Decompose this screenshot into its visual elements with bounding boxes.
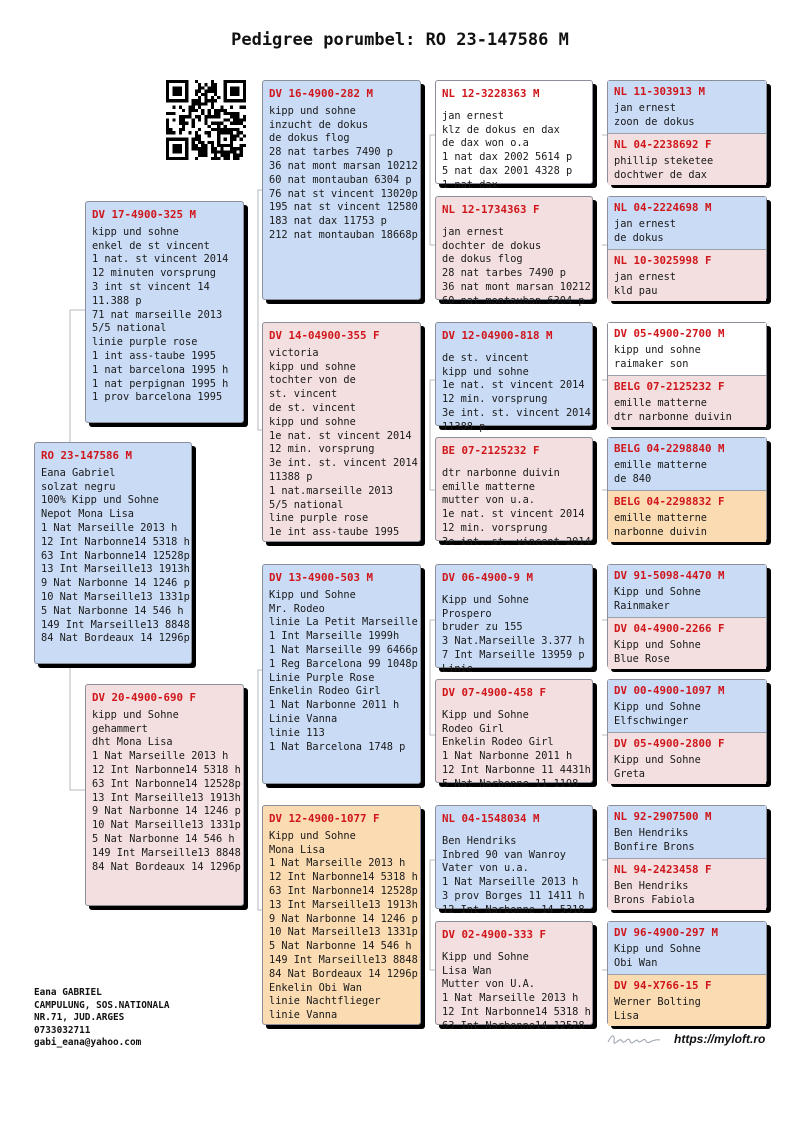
detail-line: 71 nat marseille 2013 xyxy=(92,308,223,321)
detail-line: 13 Int Marseille13 1913h xyxy=(41,563,190,576)
detail-line: 11.388 p xyxy=(92,294,142,307)
detail-line: emille matterne xyxy=(442,480,535,493)
detail-line: 63 Int Narbonne14 12528p xyxy=(41,549,190,562)
detail-line: 100% Kipp und Sohne xyxy=(41,494,159,507)
detail-line: de dax won o.a xyxy=(442,137,529,150)
gen4-pair xyxy=(607,80,767,184)
detail-line: Enkelin Obi Wan xyxy=(269,981,362,994)
detail-line: 28 nat tarbes 7490 p xyxy=(269,146,393,159)
owner-contact xyxy=(34,987,169,1050)
detail-line: jan ernest xyxy=(614,270,676,283)
gen4-pair xyxy=(607,805,767,909)
gen4-card[interactable] xyxy=(608,438,766,490)
gen4-ring: BELG 04-2298840 M xyxy=(614,442,725,455)
detail-line: Enkelin Rodeo Girl xyxy=(269,685,381,698)
detail-line: 76 nat st vincent 13020p xyxy=(269,187,418,200)
detail-line: 1 Nat Marseille 2013 h xyxy=(92,750,229,763)
gen4-ring: DV 05-4900-2800 F xyxy=(614,737,725,750)
detail-line: 13 Int Marseille13 1913h xyxy=(92,791,241,804)
detail-line: Mr. Rodeo xyxy=(269,602,325,615)
detail-line: 1 Reg Barcelona 99 1048p xyxy=(269,657,418,670)
gen3-card[interactable] xyxy=(435,921,593,1032)
detail-line: Ben Hendriks xyxy=(442,834,517,847)
detail-line: 63 Int Narbonne14 12528p xyxy=(92,777,241,790)
detail-line: Linie Purple Rose xyxy=(269,671,375,684)
gen3-card[interactable] xyxy=(435,80,593,191)
gen3-details xyxy=(436,462,592,554)
detail-line: 149 Int Marseille13 8848 xyxy=(269,953,418,966)
detail-line: narbonne duivin xyxy=(614,525,707,538)
detail-line: 11388 p xyxy=(442,420,486,433)
detail-line: 10 Nat Marseille13 1331p xyxy=(41,590,190,603)
detail-line: 1e nat. st vincent 2014 xyxy=(269,429,412,442)
gen4-pair xyxy=(607,679,767,783)
detail-line: Lisa xyxy=(614,1009,639,1022)
detail-line: 9 Nat Narbonne 14 1246 p xyxy=(269,912,418,925)
detail-line: 1 nat barcelona 1995 h xyxy=(92,363,229,376)
detail-line: 1e int ass-taube 1995 xyxy=(269,526,400,539)
detail-line: 9 Nat Narbonne 14 1246 p xyxy=(92,805,241,818)
gen4-pair xyxy=(607,921,767,1025)
detail-line: 5 Nat Narbonne 14 546 h xyxy=(92,832,235,845)
gen4-details xyxy=(608,459,766,487)
gen4-card[interactable] xyxy=(608,974,766,1026)
granddam-maternal-card[interactable] xyxy=(262,805,421,1025)
detail-line: Obi Wan xyxy=(614,956,658,969)
detail-line: 1 prov barcelona 1995 xyxy=(92,391,223,404)
gen3-card[interactable] xyxy=(435,805,593,916)
detail-line: 1 Nat Marseille 2013 h xyxy=(442,876,579,889)
detail-line: jan ernest xyxy=(442,109,504,122)
gen4-card[interactable] xyxy=(608,858,766,910)
grandsire-maternal-card[interactable] xyxy=(262,564,421,784)
gen3-details xyxy=(436,221,592,313)
detail-line: Lisa Wan xyxy=(442,964,492,977)
detail-line: dht Mona Lisa xyxy=(92,736,173,749)
detail-line: Linie Vanna xyxy=(269,712,338,725)
detail-line: 36 nat mont marsan 10212 xyxy=(269,159,418,172)
detail-line: kipp und sohne xyxy=(92,225,179,238)
gen4-pair xyxy=(607,437,767,541)
detail-line: 12 min. vorsprung xyxy=(442,393,548,406)
detail-line: Eana Gabriel xyxy=(41,466,116,479)
detail-line: dtr narbonne duivin xyxy=(442,466,560,479)
gen4-ring: BELG 07-2125232 F xyxy=(614,380,725,393)
detail-line: 12 Int Narbonne14 5318 h xyxy=(41,535,190,548)
detail-line: 84 Nat Bordeaux 14 1296p xyxy=(269,967,418,980)
granddam-paternal-card[interactable] xyxy=(262,322,421,542)
detail-line: linie La Petit Marseille xyxy=(269,616,418,629)
detail-line: 12 Int Narbonne14 5318 h xyxy=(269,871,418,884)
detail-line: Kipp und Sohne xyxy=(442,593,529,606)
detail-line: 149 Int Marseille13 8848 xyxy=(41,618,190,631)
gen4-card[interactable] xyxy=(608,565,766,617)
detail-line: tochter von de xyxy=(269,374,356,387)
gen3-ring: NL 04-1548034 M xyxy=(442,812,540,825)
detail-line: 1 Nat Marseille 2013 h xyxy=(269,857,406,870)
gen4-card[interactable] xyxy=(608,81,766,133)
detail-line: Blue Rose xyxy=(614,652,670,665)
detail-line: Elfschwinger xyxy=(614,714,689,727)
detail-line: emille matterne xyxy=(614,396,707,409)
detail-line: 60 nat montauban 6304 p xyxy=(269,173,412,186)
grandparent-details xyxy=(263,589,420,759)
detail-line: 1 Nat Narbonne 2011 h xyxy=(269,699,400,712)
gen4-ring: NL 11-303913 M xyxy=(614,85,706,98)
grandparent-details xyxy=(263,830,420,1027)
detail-line: Kipp und Sohne xyxy=(614,753,701,766)
gen4-details xyxy=(608,754,766,782)
subject-ring: RO 23-147586 M xyxy=(41,449,133,462)
detail-line: jan ernest xyxy=(442,225,504,238)
detail-line: 1 Nat Marseille 2013 h xyxy=(442,992,579,1005)
detail-line: Mutter von U.A. xyxy=(442,978,535,991)
detail-line: gehammert xyxy=(92,722,148,735)
detail-line: de st. vincent xyxy=(269,401,356,414)
detail-line: linie Vanna xyxy=(269,1009,338,1022)
sire-details xyxy=(86,226,243,409)
detail-line: 3e int. st. vincent 2014 xyxy=(269,457,418,470)
gen4-ring: DV 00-4900-1097 M xyxy=(614,684,725,697)
gen4-card[interactable] xyxy=(608,323,766,375)
gen4-card[interactable] xyxy=(608,249,766,301)
detail-line: 1 nat dax 2002 5614 p xyxy=(442,151,573,164)
detail-line: 3e int. st. vincent 2014 xyxy=(442,535,591,548)
gen4-pair xyxy=(607,322,767,426)
gen4-details xyxy=(608,218,766,246)
detail-line: 63 Int Narbonne14 12528p xyxy=(269,884,418,897)
gen4-details xyxy=(608,880,766,908)
gen4-details xyxy=(608,701,766,729)
detail-line: 12 Int Narbonne14 5318 h xyxy=(92,763,241,776)
detail-line: Kipp und Sohne xyxy=(442,708,529,721)
detail-line: Kipp und Sohne xyxy=(614,942,701,955)
detail-line: 12 minuten vorsprung xyxy=(92,267,216,280)
detail-line: Prospero xyxy=(442,607,492,620)
gen3-card[interactable] xyxy=(435,322,593,433)
detail-line: phillip steketee xyxy=(614,154,714,167)
gen4-ring: DV 91-5098-4470 M xyxy=(614,569,725,582)
detail-line: Linie xyxy=(442,662,473,675)
gen3-ring: NL 12-3228363 M xyxy=(442,87,540,100)
gen3-details xyxy=(436,946,592,1038)
subject-details xyxy=(35,467,191,650)
gen3-details xyxy=(436,347,592,439)
gen3-details xyxy=(436,589,592,681)
website-link[interactable]: https://myloft.ro xyxy=(674,1032,766,1046)
detail-line: 7 Int Marseille 13959 p xyxy=(442,648,585,661)
grandparent-ring: DV 16-4900-282 M xyxy=(269,87,374,100)
detail-line: st. vincent xyxy=(269,388,338,401)
gen4-card[interactable] xyxy=(608,490,766,542)
detail-line: Kipp und Sohne xyxy=(269,829,356,842)
gen4-ring: DV 04-4900-2266 F xyxy=(614,622,725,635)
page-title: Pedigree porumbel: RO 23-147586 M xyxy=(231,30,569,50)
detail-line: 1 Nat Narbonne 2011 h xyxy=(442,750,573,763)
owner-phone: 0733032711 xyxy=(34,1024,91,1036)
detail-line: mutter von u.a. xyxy=(442,494,535,507)
detail-line: 1 Nat Marseille 99 6466p xyxy=(269,643,418,656)
signature-icon xyxy=(606,1032,662,1046)
gen4-details xyxy=(608,155,766,183)
detail-line: klz de dokus en dax xyxy=(442,123,560,136)
gen3-card[interactable] xyxy=(435,564,593,675)
detail-line: 5 Nat Narbonne 11 1198 xyxy=(442,777,579,790)
detail-line: 84 Nat Bordeaux 14 1296p xyxy=(41,632,190,645)
detail-line: 1 nat.marseille 2013 xyxy=(269,484,393,497)
gen3-ring: DV 12-04900-818 M xyxy=(442,329,553,342)
detail-line: dochter de dokus xyxy=(442,239,542,252)
gen4-card[interactable] xyxy=(608,375,766,427)
owner-address: CAMPULUNG, SOS.NATIONALA xyxy=(34,999,170,1011)
gen4-pair xyxy=(607,196,767,300)
gen4-card[interactable] xyxy=(608,133,766,185)
gen4-ring: NL 92-2907500 M xyxy=(614,810,712,823)
detail-line: Kipp und Sohne xyxy=(442,950,529,963)
gen4-details xyxy=(608,512,766,540)
gen3-ring: DV 07-4900-458 F xyxy=(442,686,547,699)
detail-line: 11388 p xyxy=(269,470,313,483)
detail-line: bruder zu 155 xyxy=(442,621,523,634)
gen3-ring: DV 02-4900-333 F xyxy=(442,928,547,941)
gen4-details xyxy=(608,996,766,1024)
detail-line: 10 Nat Marseille13 1331p xyxy=(269,926,418,939)
dam-ring: DV 20-4900-690 F xyxy=(92,691,197,704)
detail-line: 1e nat. st vincent 2014 xyxy=(442,379,585,392)
detail-line: 195 nat st vincent 12580 xyxy=(269,201,418,214)
gen4-details xyxy=(608,397,766,425)
gen4-card[interactable] xyxy=(608,617,766,669)
detail-line: Greta xyxy=(614,767,645,780)
owner-email[interactable]: gabi_eana@yahoo.com xyxy=(34,1037,142,1048)
detail-line: 5 Nat Narbonne 14 546 h xyxy=(269,940,412,953)
detail-line: Rainmaker xyxy=(614,599,670,612)
gen4-ring: NL 10-3025998 F xyxy=(614,254,712,267)
dam-details xyxy=(86,709,243,879)
detail-line: line purple rose xyxy=(269,512,369,525)
detail-line: 12 Int Narbonne 14 5318 xyxy=(442,903,585,916)
grandparent-details xyxy=(263,105,420,247)
detail-line: 12 Int Narbonne14 5318 h xyxy=(442,1005,591,1018)
detail-line: Kipp und Sohne xyxy=(269,588,356,601)
detail-line: 13 Int Marseille13 1913h xyxy=(269,898,418,911)
grandparent-ring: DV 12-4900-1077 F xyxy=(269,812,380,825)
detail-line: Mona Lisa xyxy=(269,843,325,856)
detail-line: 12 Int Narbonne 11 4431h xyxy=(442,763,591,776)
gen4-details xyxy=(608,827,766,855)
detail-line: linie 113 xyxy=(269,726,325,739)
sire-ring: DV 17-4900-325 M xyxy=(92,208,197,221)
detail-line: 12 min. vorsprung xyxy=(269,443,375,456)
gen4-ring: NL 04-2224698 M xyxy=(614,201,712,214)
detail-line: dochtwer de dax xyxy=(614,168,707,181)
detail-line: de st. vincent xyxy=(442,351,529,364)
gen4-details xyxy=(608,271,766,299)
gen4-card[interactable] xyxy=(608,922,766,974)
detail-line: Kipp und Sohne xyxy=(614,700,701,713)
gen3-details xyxy=(436,704,592,796)
gen4-ring: NL 04-2238692 F xyxy=(614,138,712,151)
detail-line: kipp und sohne xyxy=(269,360,356,373)
detail-line: kld pau xyxy=(614,284,658,297)
gen4-ring: DV 05-4900-2700 M xyxy=(614,327,725,340)
gen4-details xyxy=(608,639,766,667)
detail-line: Kipp und Sohne xyxy=(614,638,701,651)
dam-card[interactable] xyxy=(85,684,244,906)
grandparent-ring: DV 13-4900-503 M xyxy=(269,571,374,584)
gen4-details xyxy=(608,943,766,971)
owner-name: Eana GABRIEL xyxy=(34,987,102,998)
gen4-pair xyxy=(607,564,767,668)
gen3-details xyxy=(436,105,592,197)
detail-line: Inbred 90 van Wanroy xyxy=(442,848,566,861)
detail-line: enkel de st vincent xyxy=(92,239,210,252)
gen3-ring: BE 07-2125232 F xyxy=(442,444,540,457)
detail-line: 3 prov Borges 11 1411 h xyxy=(442,889,585,902)
detail-line: linie purple rose xyxy=(92,336,198,349)
detail-line: dtr narbonne duivin xyxy=(614,410,732,423)
detail-line: 1 nat. st vincent 2014 xyxy=(92,253,229,266)
gen4-card[interactable] xyxy=(608,680,766,732)
gen4-card[interactable] xyxy=(608,806,766,858)
detail-line: 5/5 national xyxy=(269,498,344,511)
detail-line: Nepot Mona Lisa xyxy=(41,508,134,521)
grandparent-details xyxy=(263,347,420,544)
gen3-ring: NL 12-1734363 F xyxy=(442,203,540,216)
detail-line: 1 nat dax xyxy=(442,178,498,191)
detail-line: Kipp und Sohne xyxy=(614,585,701,598)
detail-line: 63 Int Narbonne14 12528 xyxy=(442,1019,585,1032)
detail-line: kipp und sohne xyxy=(269,415,356,428)
sire-card[interactable] xyxy=(85,201,244,423)
detail-line: 3e int. st. vincent 2014 xyxy=(442,406,591,419)
detail-line: 5/5 national xyxy=(92,322,167,335)
detail-line: de 840 xyxy=(614,472,652,485)
detail-line: 1 Int Marseille 1999h xyxy=(269,630,400,643)
detail-line: raimaker son xyxy=(614,357,689,370)
detail-line: 1e nat. st vincent 2014 xyxy=(442,508,585,521)
detail-line: Vater von u.a. xyxy=(442,862,529,875)
gen4-details xyxy=(608,102,766,130)
detail-line: 1 int ass-taube 1995 xyxy=(92,349,216,362)
detail-line: 5 nat dax 2001 4328 p xyxy=(442,164,573,177)
detail-line: 183 nat dax 11753 p xyxy=(269,215,387,228)
owner-address-2: NR.71, JUD.ARGES xyxy=(34,1012,125,1023)
gen4-ring: NL 94-2423458 F xyxy=(614,863,712,876)
detail-line: 36 nat mont marsan 10212 xyxy=(442,280,591,293)
detail-line: linie Nachtflieger xyxy=(269,995,381,1008)
gen3-details xyxy=(436,830,592,922)
gen4-ring: DV 94-X766-15 F xyxy=(614,979,712,992)
detail-line: Enkelin Rodeo Girl xyxy=(442,736,554,749)
detail-line: Bonfire Brons xyxy=(614,840,695,853)
gen4-ring: DV 96-4900-297 M xyxy=(614,926,719,939)
detail-line: 84 Nat Bordeaux 14 1296p xyxy=(92,860,241,873)
detail-line: kipp und sohne xyxy=(442,365,529,378)
detail-line: 149 Int Marseille13 8848 xyxy=(92,846,241,859)
detail-line: jan ernest xyxy=(614,101,676,114)
detail-line: Werner Bolting xyxy=(614,995,701,1008)
gen3-ring: DV 06-4900-9 M xyxy=(442,571,534,584)
detail-line: 3 int st vincent 14 xyxy=(92,280,210,293)
detail-line: 9 Nat Narbonne 14 1246 p xyxy=(41,577,190,590)
detail-line: de dokus xyxy=(614,231,664,244)
detail-line: kipp und Sohne xyxy=(92,708,179,721)
detail-line: kipp und sohne xyxy=(614,343,701,356)
detail-line: jan ernest xyxy=(614,217,676,230)
detail-line: de dokus flog xyxy=(442,253,523,266)
detail-line: 1 Nat Barcelona 1748 p xyxy=(269,740,406,753)
detail-line: 10 Nat Marseille13 1331p xyxy=(92,819,241,832)
detail-line: inzucht de dokus xyxy=(269,118,369,131)
grandparent-ring: DV 14-04900-355 F xyxy=(269,329,380,342)
detail-line: Rodeo Girl xyxy=(442,722,504,735)
subject-card[interactable] xyxy=(34,442,192,664)
detail-line: de dokus flog xyxy=(269,132,350,145)
detail-line: 28 nat tarbes 7490 p xyxy=(442,267,566,280)
gen3-card[interactable] xyxy=(435,196,593,307)
detail-line: 12 min. vorsprung xyxy=(442,521,548,534)
detail-line: 1 Nat Marseille 2013 h xyxy=(41,521,178,534)
detail-line: kipp und sohne xyxy=(269,104,356,117)
gen4-details xyxy=(608,344,766,372)
detail-line: victoria xyxy=(269,346,319,359)
detail-line: 60 nat montauban 6304 p xyxy=(442,294,585,307)
gen4-ring: BELG 04-2298832 F xyxy=(614,495,725,508)
detail-line: Ben Hendriks xyxy=(614,879,689,892)
detail-line: Ben Hendriks xyxy=(614,826,689,839)
gen4-card[interactable] xyxy=(608,197,766,249)
gen3-card[interactable] xyxy=(435,679,593,790)
detail-line: emille matterne xyxy=(614,511,707,524)
gen4-details xyxy=(608,586,766,614)
detail-line: 3 Nat.Marseille 3.377 h xyxy=(442,635,585,648)
detail-line: solzat negru xyxy=(41,480,116,493)
detail-line: emille matterne xyxy=(614,458,707,471)
gen3-card[interactable] xyxy=(435,437,593,548)
detail-line: 1 nat perpignan 1995 h xyxy=(92,377,229,390)
grandsire-paternal-card[interactable] xyxy=(262,80,421,300)
detail-line: 5 Nat Narbonne 14 546 h xyxy=(41,604,184,617)
detail-line: zoon de dokus xyxy=(614,115,695,128)
gen4-card[interactable] xyxy=(608,732,766,784)
detail-line: Brons Fabiola xyxy=(614,893,695,906)
detail-line: 212 nat montauban 18668p xyxy=(269,228,418,241)
